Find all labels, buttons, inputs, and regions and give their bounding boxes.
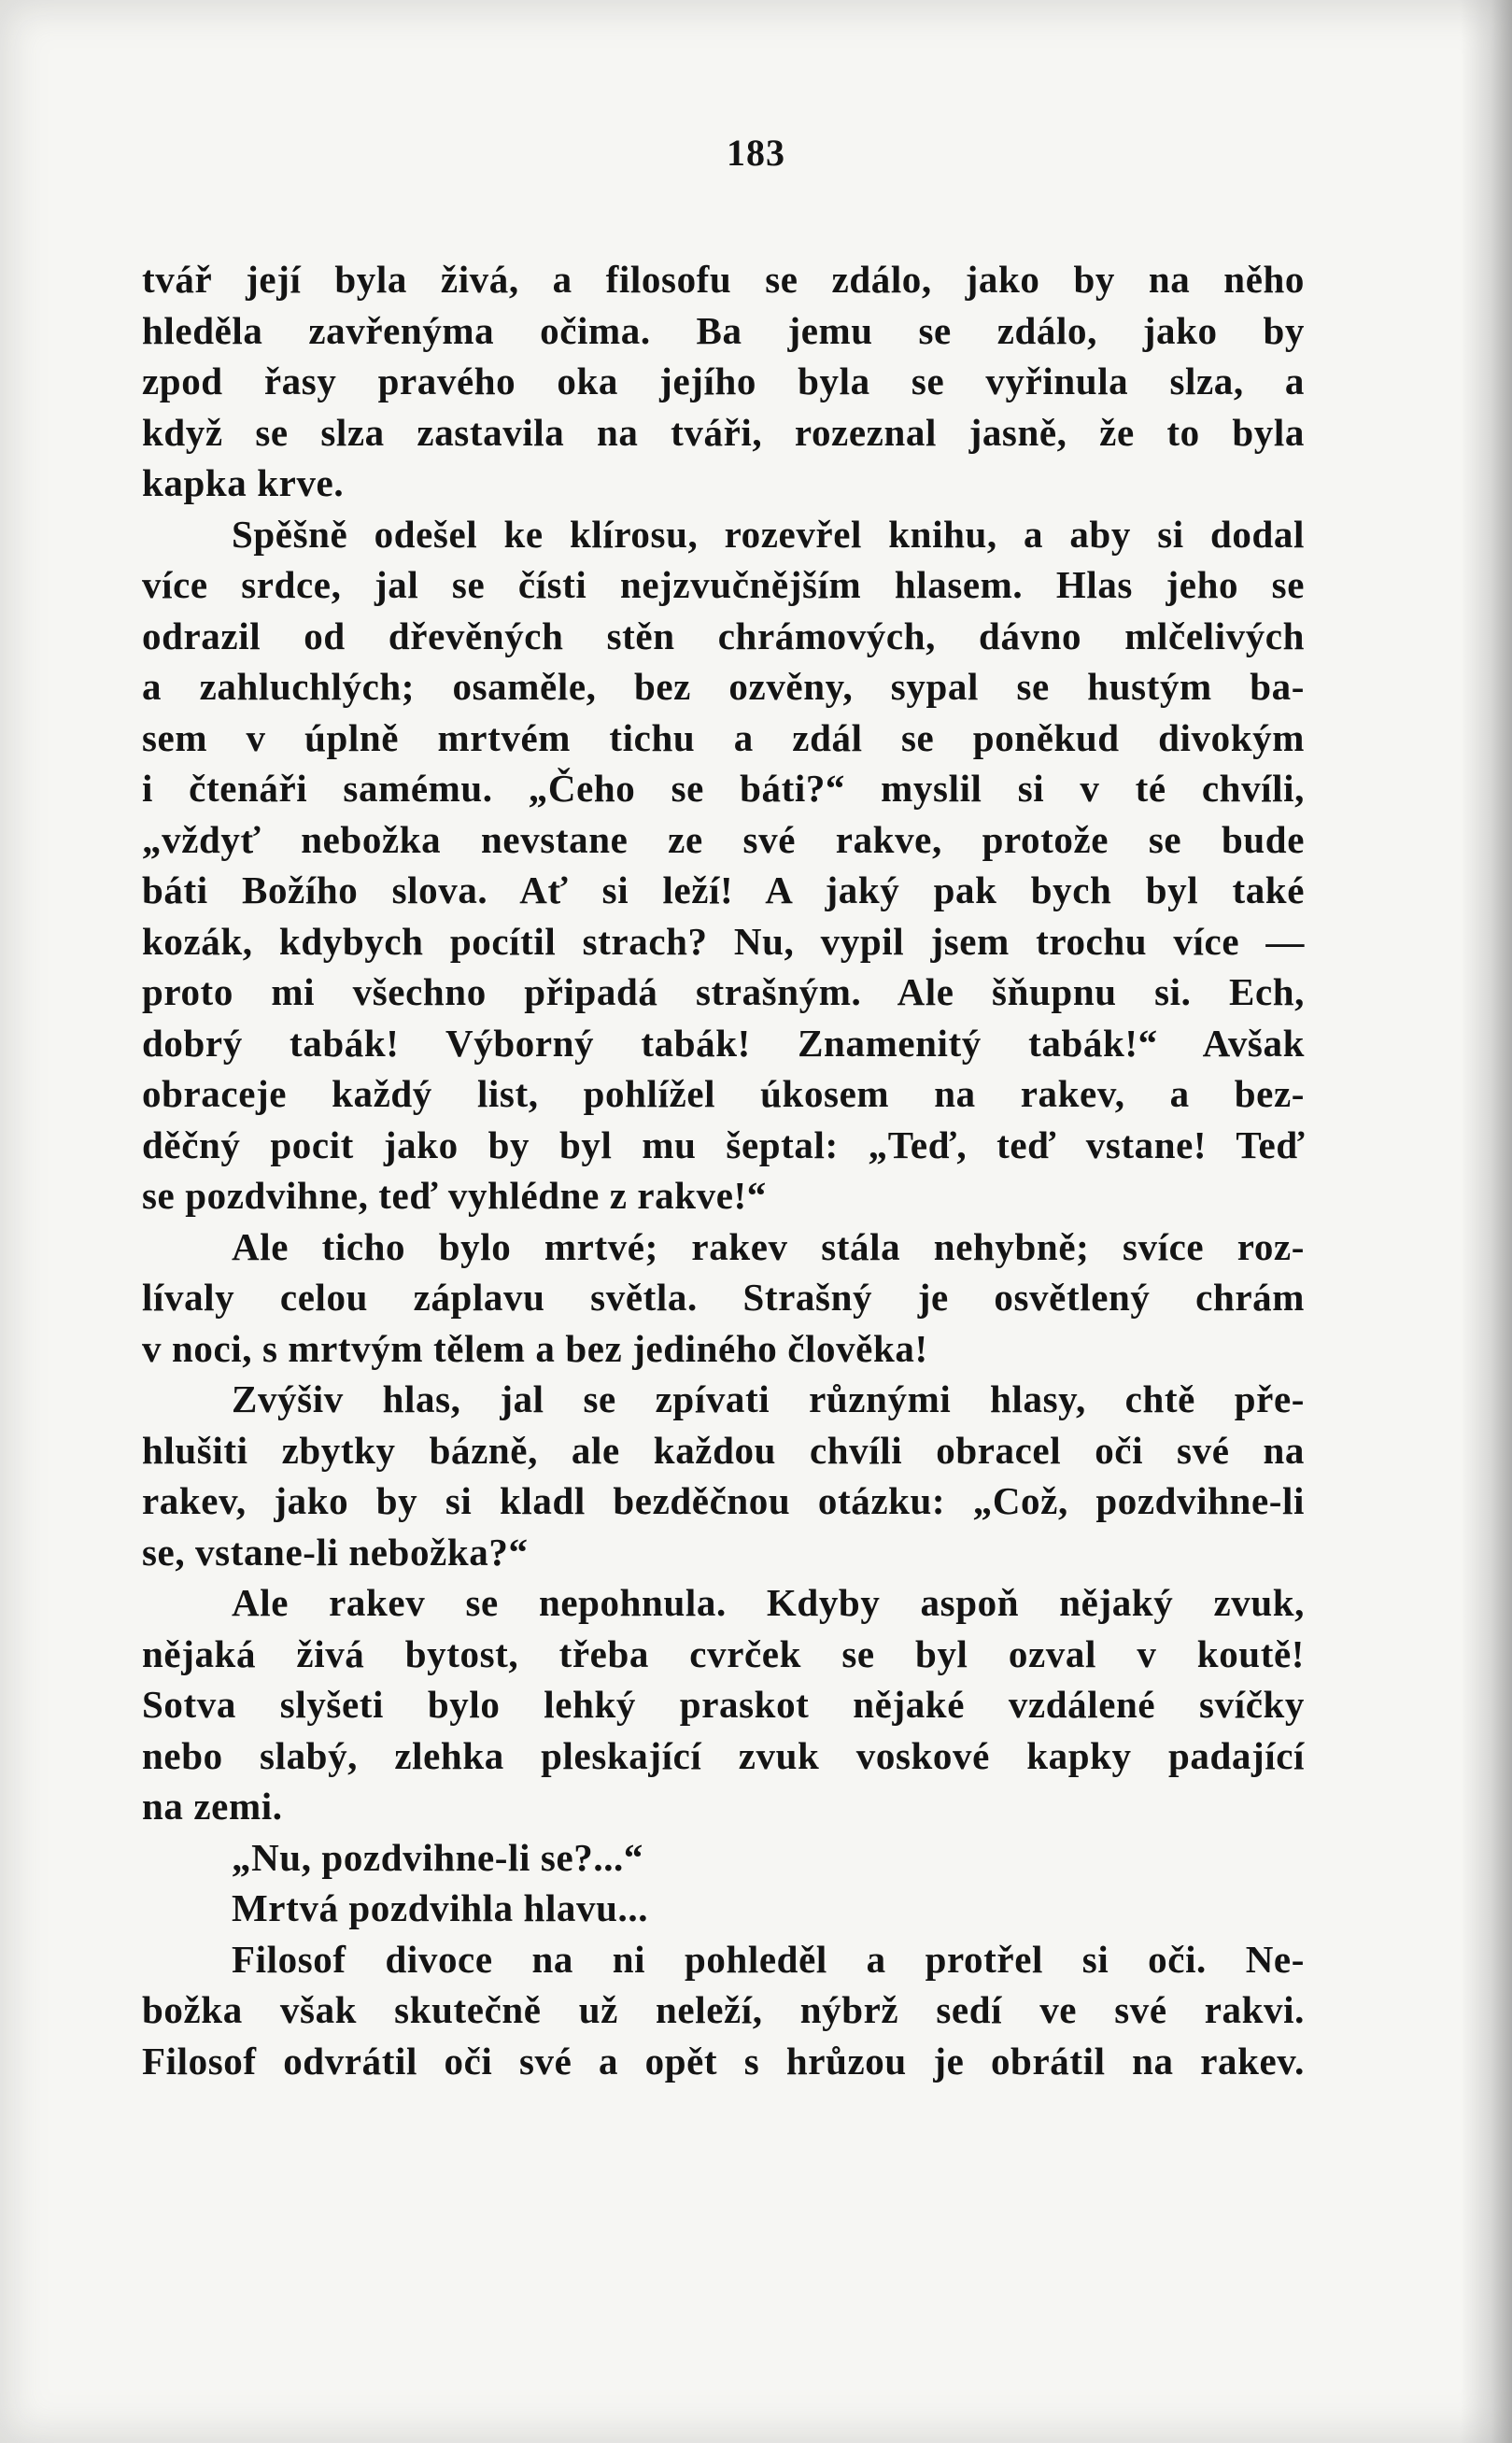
- text-line: nebo slabý, zlehka pleskající zvuk voskové kapky padající: [142, 1733, 1305, 1777]
- text-line: báti Božího slova. Ať si leží! A jaký pak bych byl také: [142, 868, 1305, 911]
- text-line: Ale rakev se nepohnula. Kdyby aspoň nějaký zvuk,: [232, 1581, 1305, 1624]
- text-line: zpod řasy pravého oka jejího byla se vyřinula slza, a: [142, 360, 1305, 402]
- text-line: božka však skutečně už neleží, nýbrž sedí ve své rakvi.: [142, 1988, 1305, 2031]
- text-line: kapka krve.: [142, 461, 345, 504]
- body-text: [142, 254, 1305, 2086]
- text-line: Filosof odvrátil oči své a opět s hrůzou je obrátil na rakev.: [142, 2039, 1305, 2083]
- text-line: nějaká živá bytost, třeba cvrček se byl ozval v koutě!: [142, 1631, 1305, 1675]
- text-line: se pozdvihne, teď vyhlédne z rakve!“: [142, 1174, 767, 1217]
- text-line: Ale ticho bylo mrtvé; rakev stála nehybně; svíce roz-: [232, 1224, 1305, 1268]
- text-line: a zahluchlých; osaměle, bez ozvěny, sypal se hustým ba-: [142, 665, 1305, 708]
- page-number: 183: [727, 132, 785, 174]
- text-line: více srdce, jal se čísti nejzvučnějším hlasem. Hlas jeho se: [142, 563, 1305, 606]
- text-line: sem v úplně mrtvém tichu a zdál se poněkud divokým: [142, 715, 1305, 759]
- text-line: hlušiti zbytky bázně, ale každou chvíli obracel oči své na: [142, 1428, 1305, 1472]
- text-line: lívaly celou záplavu světla. Strašný je osvětlený chrám: [142, 1276, 1305, 1319]
- text-line: na zemi.: [142, 1785, 283, 1828]
- text-line: když se slza zastavila na tváři, rozeznal jasně, že to byla: [142, 410, 1305, 454]
- text-line: Filosof divoce na ni pohleděl a protřel si oči. Ne-: [232, 1937, 1305, 1981]
- text-line: Mrtvá pozdvihla hlavu...: [232, 1886, 649, 1929]
- text-line: kozák, kdybych pocítil strach? Nu, vypil jsem trochu více —: [142, 919, 1305, 963]
- text-line: odrazil od dřevěných stěn chrámových, dávno mlčelivých: [142, 614, 1305, 657]
- text-line: se, vstane-li nebožka?“: [142, 1530, 529, 1574]
- text-line: dobrý tabák! Výborný tabák! Znamenitý tabák!“ Avšak: [142, 1021, 1305, 1065]
- text-line: tvář její byla živá, a filosofu se zdálo, jako by na něho: [142, 258, 1305, 301]
- text-line: Sotva slyšeti bylo lehký praskot nějaké vzdálené svíčky: [142, 1683, 1305, 1726]
- text-line: děčný pocit jako by byl mu šeptal: „Teď, teď vstane! Teď: [142, 1123, 1305, 1166]
- text-line: proto mi všechno připadá strašným. Ale šňupnu si. Ech,: [142, 970, 1305, 1013]
- text-line: „Nu, pozdvihne-li se?...“: [232, 1835, 643, 1879]
- text-line: hleděla zavřenýma očima. Ba jemu se zdálo, jako by: [142, 308, 1305, 352]
- text-line: i čtenáři samému. „Čeho se báti?“ myslil si v té chvíli,: [142, 767, 1305, 810]
- text-line: obraceje každý list, pohlížel úkosem na rakev, a bez-: [142, 1072, 1305, 1115]
- text-line: „vždyť nebožka nevstane ze své rakve, protože se bude: [142, 817, 1305, 861]
- text-line: Spěšně odešel ke klírosu, rozevřel knihu, a aby si dodal: [232, 512, 1305, 556]
- text-line: v noci, s mrtvým tělem a bez jediného člověka!: [142, 1326, 928, 1370]
- page-edge-shadow: [1461, 0, 1512, 2443]
- text-line: rakev, jako by si kladl bezděčnou otázku: „Což, pozdvihne-li: [142, 1479, 1305, 1522]
- text-line: Zvýšiv hlas, jal se zpívati různými hlasy, chtě pře-: [232, 1377, 1305, 1420]
